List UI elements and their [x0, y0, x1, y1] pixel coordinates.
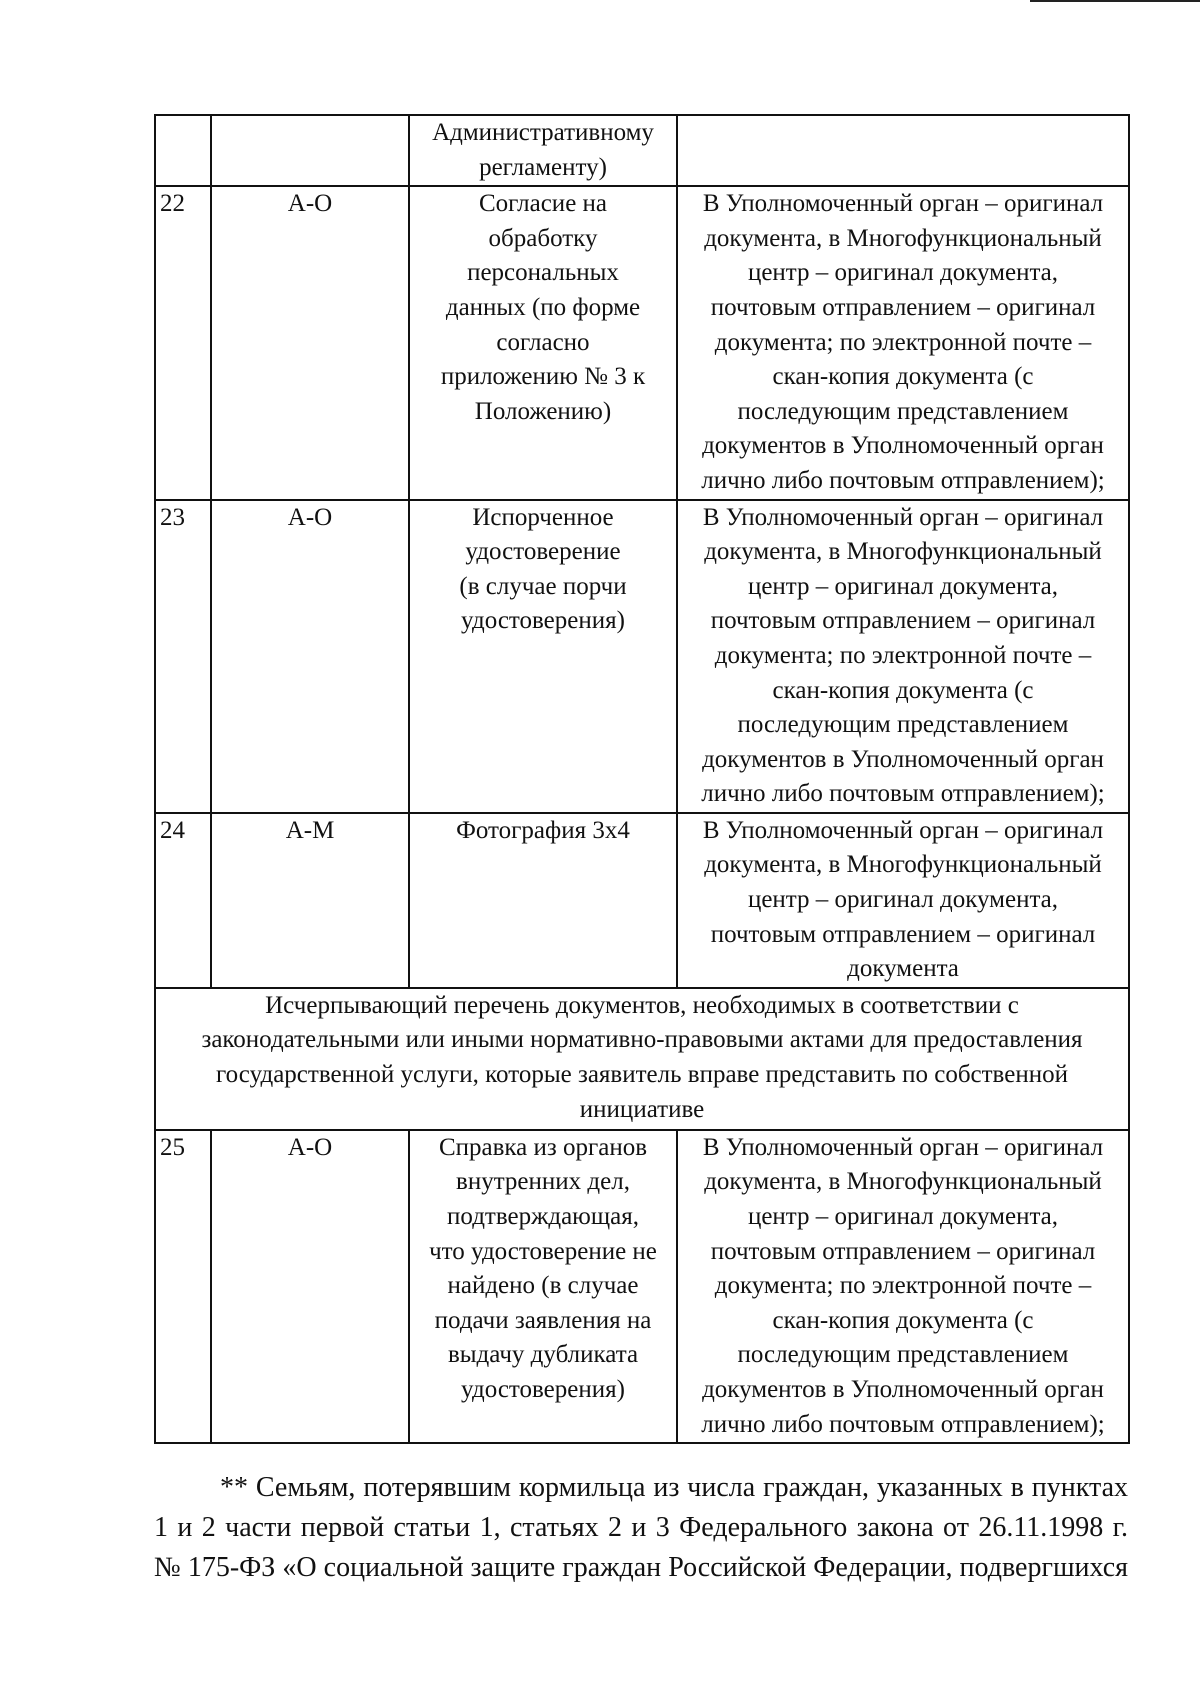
table-row-continued	[155, 115, 1129, 186]
cell-code	[211, 115, 409, 186]
cell-document-name	[409, 186, 677, 499]
cell-submission-method	[677, 186, 1129, 499]
cell-number: 25	[155, 1130, 211, 1443]
footnote-line: № 175-ФЗ «О социальной защите граждан Российской Федерации, подвергшихся	[154, 1552, 1128, 1583]
document-name-text: Фотография 3х4	[456, 816, 630, 844]
table-row-25	[155, 1130, 1129, 1443]
cell-code: А-О	[211, 500, 409, 813]
cell-code: А-М	[211, 813, 409, 988]
documents-table	[154, 114, 1130, 1444]
footnote-line: ** Семьям, потерявшим кормильца из числа граждан, указанных в пунктах	[220, 1472, 1128, 1503]
cell-number: 23	[155, 500, 211, 813]
document-name-text: Согласие на обработку персональных данных (по форме согласно приложению № 3 к Положению)	[440, 190, 646, 425]
document-name-text: Административному регламенту)	[432, 119, 654, 181]
cell-submission-method	[677, 813, 1129, 988]
cell-submission-method	[677, 1130, 1129, 1443]
document-name-text: Справка из органов внутренних дел, подтверждающая, что удостоверение не найдено (в случае подачи заявления на выдачу дубликата удостоверения)	[429, 1133, 657, 1404]
cell-submission-method	[677, 500, 1129, 813]
cell-document-name	[409, 115, 677, 186]
cell-code: А-О	[211, 1130, 409, 1443]
cell-document-name	[409, 813, 677, 988]
table-row-24	[155, 813, 1129, 988]
section-heading-text: Исчерпывающий перечень документов, необходимых в соответствии с законодательными или иными нормативно-правовыми актами для предоставления государственной услуги, которые заявитель вправе представить по собственной инициативе	[201, 991, 1083, 1123]
cell-number	[155, 115, 211, 186]
footnote-line: 1 и 2 части первой статьи 1, статьях 2 и 3 Федерального закона от 26.11.1998 г.	[154, 1512, 1128, 1543]
document-name-text: Испорченное удостоверение (в случае порчи удостоверения)	[459, 503, 627, 635]
submission-method-text: В Уполномоченный орган – оригинал документа, в Многофункциональный центр – оригинал документа, почтовым отправлением – оригинал документа	[702, 816, 1104, 983]
cell-number: 24	[155, 813, 211, 988]
table-row-22	[155, 186, 1129, 499]
table-row-23	[155, 500, 1129, 813]
cell-submission-method	[677, 115, 1129, 186]
footnote-paragraph	[154, 1468, 1128, 1588]
scan-edge-line	[1030, 0, 1200, 2]
section-heading	[155, 988, 1129, 1130]
cell-document-name	[409, 500, 677, 813]
cell-number: 22	[155, 186, 211, 499]
cell-code: А-О	[211, 186, 409, 499]
submission-method-text: В Уполномоченный орган – оригинал документа, в Многофункциональный центр – оригинал документа, почтовым отправлением – оригинал документа; по электронной почте – скан-копия документа (с последующим представлением документов в Уполномоченный орган лично либо почтовым отправлением);	[701, 1133, 1105, 1438]
submission-method-text: В Уполномоченный орган – оригинал документа, в Многофункциональный центр – оригинал документа, почтовым отправлением – оригинал документа; по электронной почте – скан-копия документа (с последующим представлением документов в Уполномоченный орган лично либо почтовым отправлением);	[701, 190, 1105, 494]
table-section-row	[155, 988, 1129, 1130]
cell-document-name	[409, 1130, 677, 1443]
submission-method-text: В Уполномоченный орган – оригинал документа, в Многофункциональный центр – оригинал документа, почтовым отправлением – оригинал документа; по электронной почте – скан-копия документа (с последующим представлением документов в Уполномоченный орган лично либо почтовым отправлением);	[701, 503, 1105, 808]
